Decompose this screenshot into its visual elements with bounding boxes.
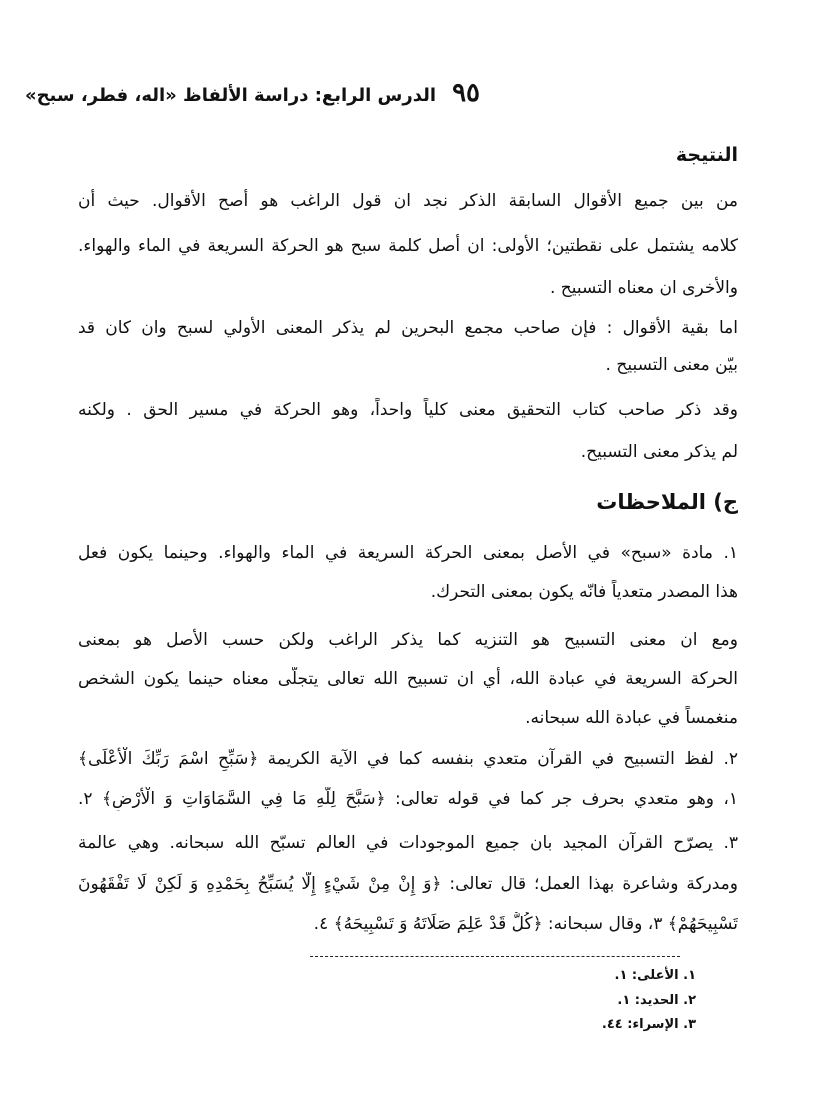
chapter-title: الدرس الرابع: دراسة الألفاظ «اله، فطر، سبح» — [24, 85, 437, 106]
paragraph-line: كلامه يشتمل على نقطتين؛ الأولى: ان أصل كلمة سبح هو الحركة السريعة في الماء والهواء. — [78, 236, 738, 256]
paragraph-line: بيّن معنى التسبيح . — [605, 355, 738, 375]
paragraph-line: منغمساً في عبادة الله سبحانه. — [525, 708, 738, 728]
paragraph-line: والأخرى ان معناه التسبيح . — [549, 278, 738, 298]
paragraph-line: ٢. لفظ التسبيح في القرآن متعدي بنفسه كما في الآية الكريمة ﴿سَبِّحِ اسْمَ رَبِّكَ الْأَعْلَى﴾ — [78, 749, 738, 769]
paragraph-line: ومع ان معنى التسبيح هو التنزيه كما يذكر الراغب ولكن حسب الأصل هو بمعنى — [78, 630, 738, 650]
paragraph-line: وقد ذكر صاحب كتاب التحقيق معنى كلياً واحداً، وهو الحركة في مسير الحق . ولكنه — [78, 400, 738, 420]
running-header — [24, 78, 480, 108]
paragraph-line: من بين جميع الأقوال السابقة الذكر نجد ان قول الراغب هو أصح الأقوال. حيث أن — [78, 191, 738, 211]
paragraph-line: الحركة السريعة في عبادة الله، أي ان تسبيح الله تعالى يتجلّى معناه حينما يكون الشخص — [78, 669, 738, 689]
section-heading-result: النتيجة — [675, 144, 738, 166]
paragraph-line: اما بقية الأقوال : فإن صاحب مجمع البحرين لم يذكر المعنى الأولي لسبح وان كان قد — [78, 318, 738, 338]
section-heading-notes: ج) الملاحظات — [596, 490, 738, 514]
paragraph-line: ١. مادة «سبح» في الأصل بمعنى الحركة السريعة في الماء والهواء. وحينما يكون فعل — [78, 543, 738, 563]
paragraph-line: هذا المصدر متعدياً فانّه يكون بمعنى التحرك. — [430, 582, 738, 602]
footnote-1: ١. الأعلى: ١. — [614, 968, 696, 983]
footnote-divider — [310, 956, 680, 957]
footnote-3: ٣. الإسراء: ٤٤. — [601, 1017, 696, 1032]
footnote-2: ٢. الحديد: ١. — [617, 993, 696, 1008]
paragraph-line: لم يذكر معنى التسبيح. — [580, 442, 738, 462]
paragraph-line: ومدركة وشاعرة بهذا العمل؛ قال تعالى: ﴿وَ إِنْ مِنْ شَيْءٍ إِلَّا يُسَبِّحُ بِحَمْدِهِ وَ لَكِنْ لَا تَفْقَهُونَ — [78, 874, 738, 894]
page-number: ٩٥ — [452, 78, 480, 108]
paragraph-line: ٣. يصرّح القرآن المجيد بان جميع الموجودات في العالم تسبّح الله سبحانه. وهي عالمة — [78, 833, 738, 853]
paragraph-line: تَسْبِيحَهُمْ﴾ ٣، وقال سبحانه: ﴿كُلٌّ قَدْ عَلِمَ صَلَاتَهُ وَ تَسْبِيحَهُ﴾ ٤. — [313, 914, 738, 934]
paragraph-line: ١، وهو متعدي بحرف جر كما في قوله تعالى: ﴿سَبَّحَ لِلَّهِ مَا فِي السَّمَاوَاتِ وَ الْأَرْضِ﴾ ٢. — [78, 789, 738, 809]
